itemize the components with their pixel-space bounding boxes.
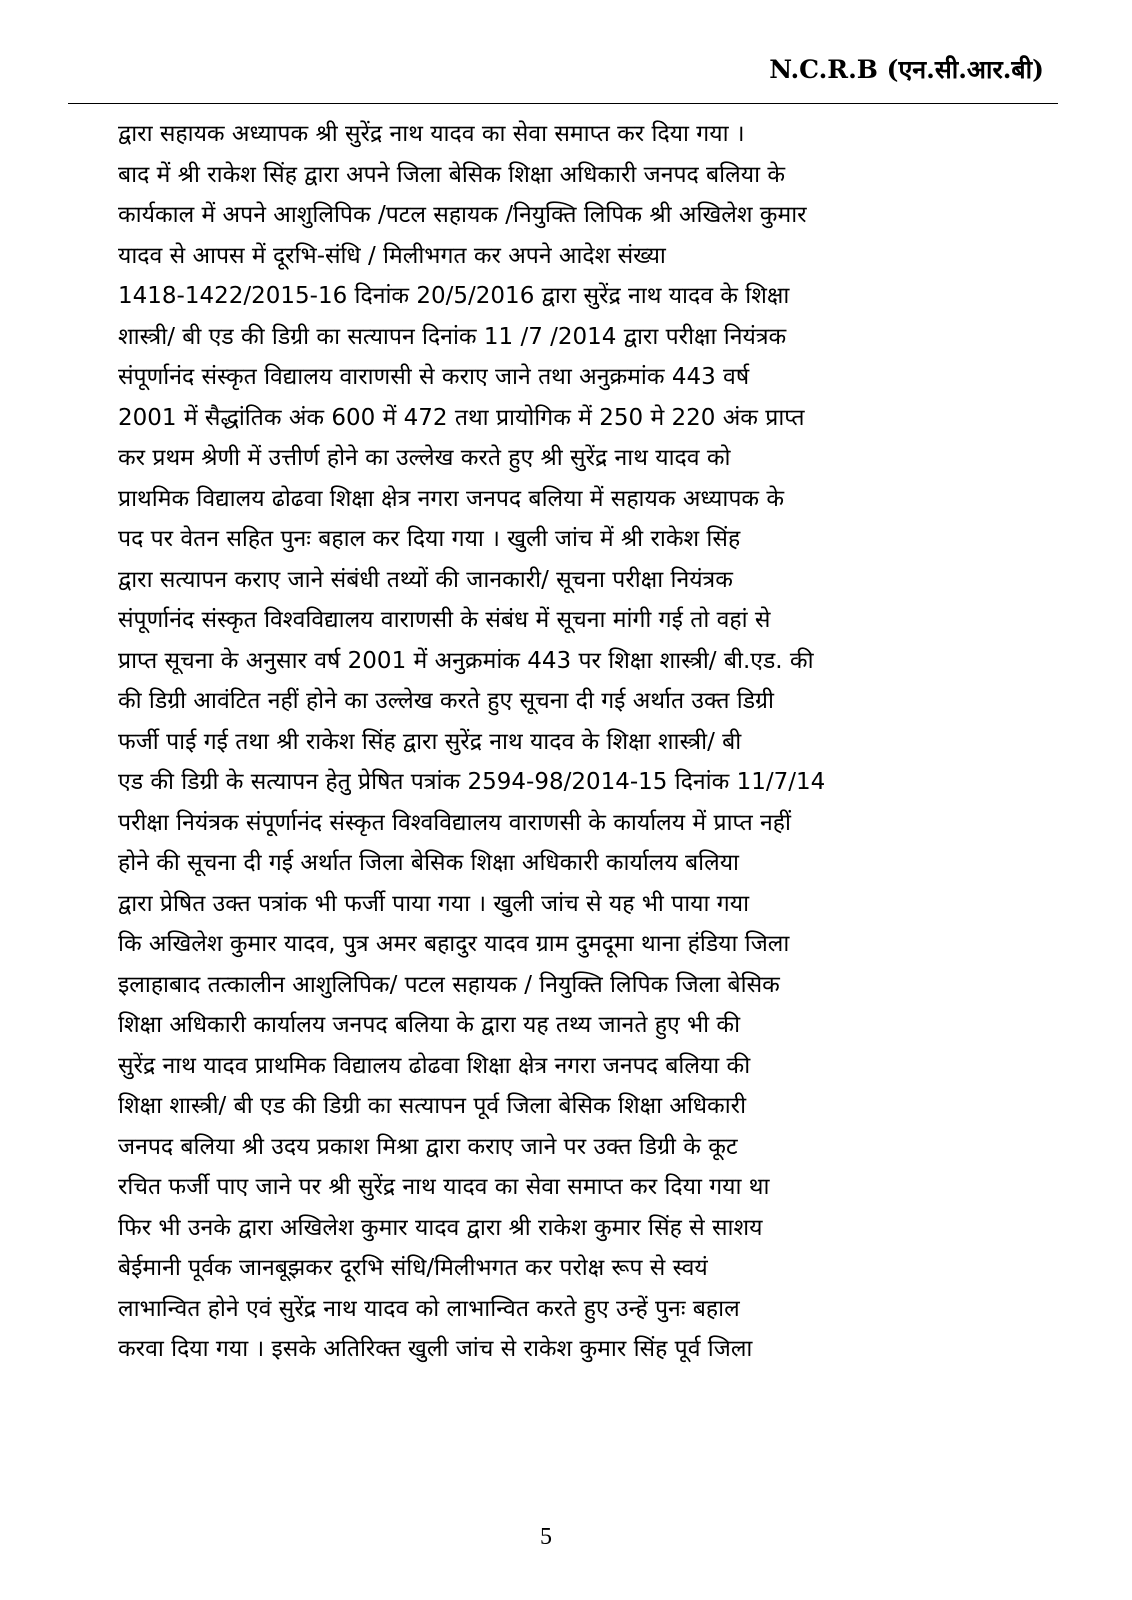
text-line: द्वारा सहायक अध्यापक श्री सुरेंद्र नाथ यादव का सेवा समाप्त कर दिया गया ।: [118, 121, 745, 147]
text-line: शास्त्री/ बी एड की डिग्री का सत्यापन दिनांक 11 /7 /2014 द्वारा परीक्षा नियंत्रक: [118, 323, 787, 350]
text-line: होने की सूचना दी गई अर्थात जिला बेसिक शिक्षा अधिकारी कार्यालय बलिया: [118, 850, 740, 876]
text-line: 2001 में सैद्धांतिक अंक 600 में 472 तथा प्रायोगिक में 250 मे 220 अंक प्राप्त: [118, 404, 805, 431]
text-line: यादव से आपस में दूरभि-संधि / मिलीभगत कर अपने आदेश संख्या: [118, 242, 666, 269]
page-number: 5: [540, 1524, 552, 1550]
text-line: लाभान्वित होने एवं सुरेंद्र नाथ यादव को लाभान्वित करते हुए उन्हें पुनः बहाल: [118, 1295, 740, 1322]
text-line: कार्यकाल में अपने आशुलिपिक /पटल सहायक /नियुक्ति लिपिक श्री अखिलेश कुमार: [118, 202, 807, 228]
text-line: शिक्षा अधिकारी कार्यालय जनपद बलिया के द्वारा यह तथ्य जानते हुए भी की: [118, 1012, 741, 1038]
text-line: बेईमानी पूर्वक जानबूझकर दूरभि संधि/मिलीभगत कर परोक्ष रूप से स्वयं: [118, 1255, 708, 1281]
text-line: संपूर्णानंद संस्कृत विद्यालय वाराणसी से कराए जाने तथा अनुक्रमांक 443 वर्ष: [118, 364, 750, 390]
page-header: [0, 0, 1132, 110]
text-line: कि अखिलेश कुमार यादव, पुत्र अमर बहादुर यादव ग्राम दुमदूमा थाना हंडिया जिला: [118, 931, 790, 957]
text-line: 1418-1422/2015-16 दिनांक 20/5/2016 द्वारा सुरेंद्र नाथ यादव के शिक्षा: [118, 283, 790, 309]
text-line: परीक्षा नियंत्रक संपूर्णानंद संस्कृत विश्वविद्यालय वाराणसी के कार्यालय में प्राप्त नहीं: [118, 809, 791, 836]
text-line: पद पर वेतन सहित पुनः बहाल कर दिया गया । खुली जांच में श्री राकेश सिंह: [118, 526, 741, 552]
text-line: शिक्षा शास्त्री/ बी एड की डिग्री का सत्यापन पूर्व जिला बेसिक शिक्षा अधिकारी: [118, 1093, 747, 1119]
text-line: कर प्रथम श्रेणी में उत्तीर्ण होने का उल्लेख करते हुए श्री सुरेंद्र नाथ यादव को: [118, 445, 731, 471]
text-line: संपूर्णानंद संस्कृत विश्वविद्यालय वाराणसी के संबंध में सूचना मांगी गई तो वहां से: [118, 607, 771, 633]
text-line: इलाहाबाद तत्कालीन आशुलिपिक/ पटल सहायक / नियुक्ति लिपिक जिला बेसिक: [118, 971, 780, 998]
text-line: फर्जी पाई गई तथा श्री राकेश सिंह द्वारा सुरेंद्र नाथ यादव के शिक्षा शास्त्री/ बी: [118, 728, 742, 755]
text-line: सुरेंद्र नाथ यादव प्राथमिक विद्यालय ढोढवा शिक्षा क्षेत्र नगरा जनपद बलिया की: [118, 1052, 751, 1079]
text-line: द्वारा सत्यापन कराए जाने संबंधी तथ्यों की जानकारी/ सूचना परीक्षा नियंत्रक: [118, 566, 733, 593]
header-title: N.C.R.B (एन.सी.आर.बी): [769, 55, 1044, 84]
text-line: करवा दिया गया । इसके अतिरिक्त खुली जांच से राकेश कुमार सिंह पूर्व जिला: [118, 1336, 753, 1362]
text-line: फिर भी उनके द्वारा अखिलेश कुमार यादव द्वारा श्री राकेश कुमार सिंह से साशय: [118, 1214, 763, 1241]
text-line: प्राथमिक विद्यालय ढोढवा शिक्षा क्षेत्र नगरा जनपद बलिया में सहायक अध्यापक के: [118, 485, 785, 512]
text-line: रचित फर्जी पाए जाने पर श्री सुरेंद्र नाथ यादव का सेवा समाप्त कर दिया गया था: [118, 1174, 770, 1200]
text-line: एड की डिग्री के सत्यापन हेतु प्रेषित पत्रांक 2594-98/2014-15 दिनांक 11/7/14: [118, 769, 826, 795]
header-divider: [68, 103, 1058, 104]
body-text: [118, 114, 1038, 1370]
text-line: जनपद बलिया श्री उदय प्रकाश मिश्रा द्वारा कराए जाने पर उक्त डिग्री के कूट: [118, 1133, 738, 1160]
text-line: प्राप्त सूचना के अनुसार वर्ष 2001 में अनुक्रमांक 443 पर शिक्षा शास्त्री/ बी.एड. की: [118, 647, 814, 674]
text-line: बाद में श्री राकेश सिंह द्वारा अपने जिला बेसिक शिक्षा अधिकारी जनपद बलिया के: [118, 161, 786, 188]
text-line: की डिग्री आवंटित नहीं होने का उल्लेख करते हुए सूचना दी गई अर्थात उक्त डिग्री: [118, 688, 774, 714]
text-line: द्वारा प्रेषित उक्त पत्रांक भी फर्जी पाया गया । खुली जांच से यह भी पाया गया: [118, 890, 750, 917]
